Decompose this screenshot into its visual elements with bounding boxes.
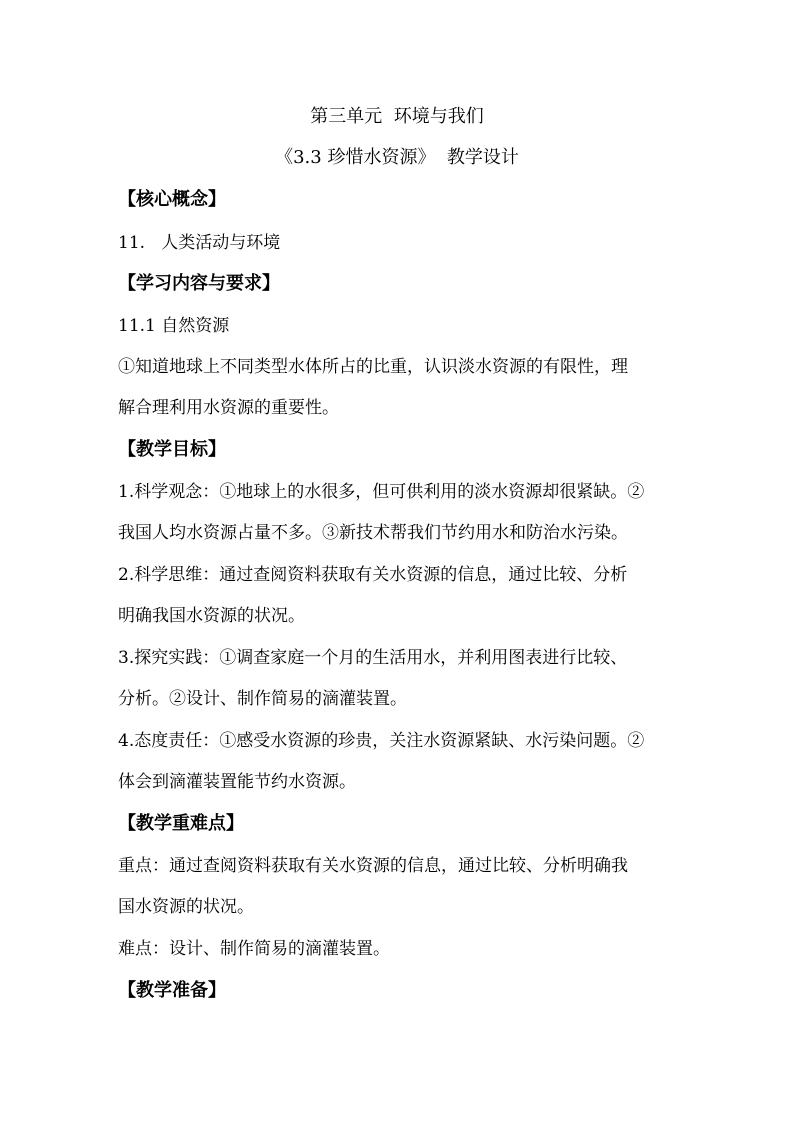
teaching-goals-heading: 【教学目标】 bbox=[118, 439, 226, 460]
teaching-goals-line: 分析。②设计、制作简易的滴灌装置。 bbox=[118, 689, 407, 709]
lesson-title: 《3.3 珍惜水资源》 教学设计 bbox=[275, 147, 519, 168]
teaching-goals-line: 我国人均水资源占量不多。③新技术帮我们节约用水和防治水污染。 bbox=[118, 523, 628, 543]
teaching-goals-line: 2.科学思维：通过查阅资料获取有关水资源的信息，通过比较、分析 bbox=[118, 565, 628, 585]
key-difficult-line: 难点：设计、制作简易的滴灌装置。 bbox=[118, 939, 390, 959]
key-difficult-line: 国水资源的状况。 bbox=[118, 897, 254, 917]
teaching-goals-line: 明确我国水资源的状况。 bbox=[118, 606, 305, 626]
teaching-goals-line: 体会到滴灌装置能节约水资源。 bbox=[118, 772, 356, 792]
unit-title: 第三单元 环境与我们 bbox=[310, 106, 484, 127]
key-difficult-heading: 【教学重难点】 bbox=[118, 813, 244, 834]
core-concept-heading: 【核心概念】 bbox=[118, 189, 226, 210]
key-difficult-line: 重点：通过查阅资料获取有关水资源的信息，通过比较、分析明确我 bbox=[118, 856, 628, 876]
core-concept-line: 11. 人类活动与环境 bbox=[118, 233, 281, 253]
learning-content-line: 解合理利用水资源的重要性。 bbox=[118, 398, 339, 418]
learning-content-heading: 【学习内容与要求】 bbox=[118, 273, 280, 294]
learning-content-line: ①知道地球上不同类型水体所占的比重，认识淡水资源的有限性，理 bbox=[118, 357, 628, 377]
teaching-goals-line: 4.态度责任：①感受水资源的珍贵，关注水资源紧缺、水污染问题。② bbox=[118, 731, 645, 751]
learning-content-line: 11.1 自然资源 bbox=[118, 316, 230, 336]
preparation-heading: 【教学准备】 bbox=[118, 980, 226, 1001]
teaching-goals-line: 3.探究实践：①调查家庭一个月的生活用水，并利用图表进行比较、 bbox=[118, 648, 628, 668]
teaching-goals-line: 1.科学观念：①地球上的水很多，但可供利用的淡水资源却很紧缺。② bbox=[118, 482, 645, 502]
